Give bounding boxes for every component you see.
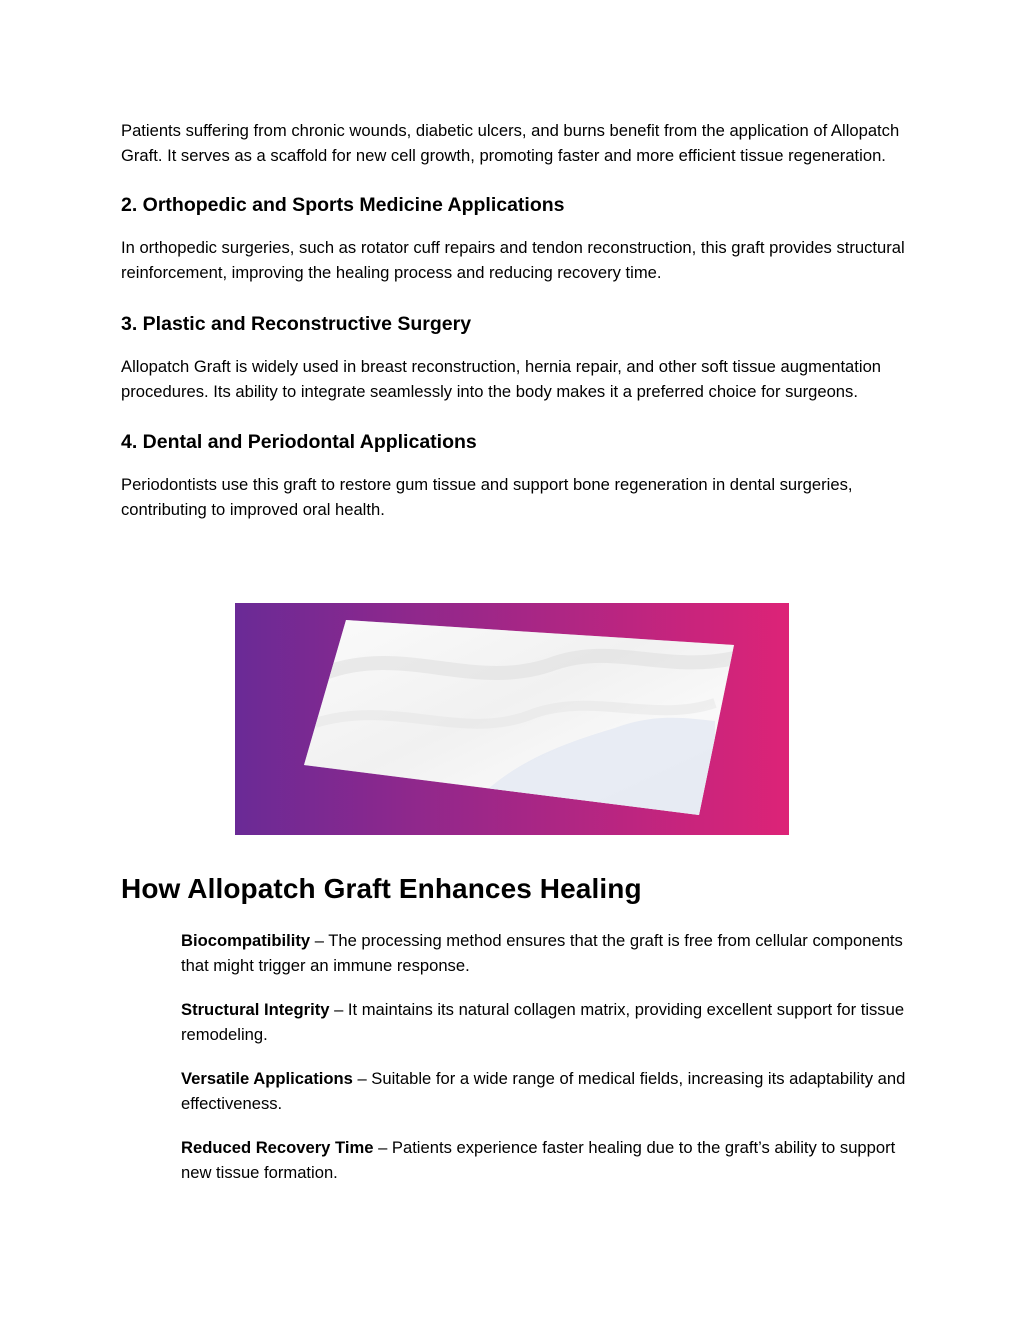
benefit-term: Structural Integrity [181, 1000, 330, 1019]
benefit-text: – Patients experience faster healing due to the graft’s ability to support new tissue formation. [181, 1138, 896, 1182]
section-heading-orthopedic: 2. Orthopedic and Sports Medicine Applications [121, 194, 565, 216]
benefit-term: Biocompatibility [181, 931, 311, 950]
document-body [121, 119, 911, 545]
benefit-text: – It maintains its natural collagen matrix, providing excellent support for tissue remodeling. [181, 1000, 905, 1044]
graft-patch-image [235, 603, 789, 835]
benefits-list [181, 929, 906, 1205]
benefit-item [181, 1067, 906, 1116]
benefit-term: Versatile Applications [181, 1069, 353, 1088]
section-heading-plastic: 3. Plastic and Reconstructive Surgery [121, 313, 472, 335]
benefit-text: – Suitable for a wide range of medical fields, increasing its adaptability and effectiveness. [181, 1069, 906, 1113]
section-body-dental: Periodontists use this graft to restore gum tissue and support bone regeneration in dental surgeries, contributing to improved oral health. [121, 475, 853, 519]
benefit-term: Reduced Recovery Time [181, 1138, 374, 1157]
benefit-item [181, 929, 906, 978]
benefit-item [181, 998, 906, 1047]
benefit-item [181, 1136, 906, 1185]
section-body-plastic: Allopatch Graft is widely used in breast reconstruction, hernia repair, and other soft tissue augmentation procedures. Its ability to integrate seamlessly into the body makes it a preferred choice for surgeons. [121, 357, 882, 401]
intro-paragraph: Patients suffering from chronic wounds, diabetic ulcers, and burns benefit from the application of Allopatch Graft. It serves as a scaffold for new cell growth, promoting faster and more efficient tissue regeneration. [121, 121, 900, 165]
section-body-orthopedic: In orthopedic surgeries, such as rotator cuff repairs and tendon reconstruction, this graft provides structural reinforcement, improving the healing process and reducing recovery time. [121, 238, 905, 282]
healing-heading: How Allopatch Graft Enhances Healing [121, 873, 642, 904]
benefit-text: – The processing method ensures that the graft is free from cellular components that might trigger an immune response. [181, 931, 903, 975]
section-heading-dental: 4. Dental and Periodontal Applications [121, 431, 477, 453]
